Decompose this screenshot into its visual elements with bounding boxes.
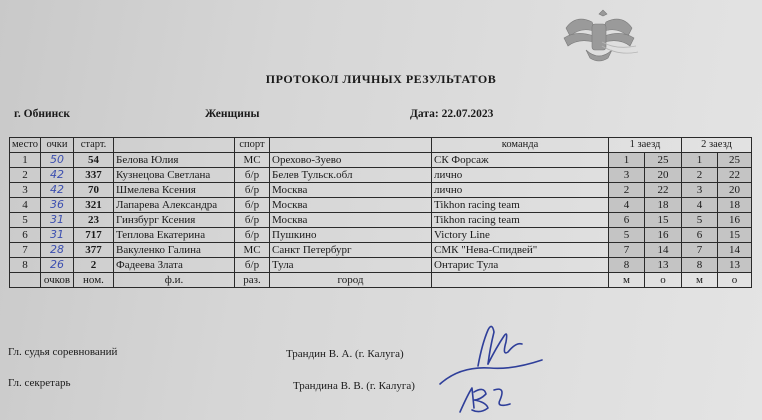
signature-icon xyxy=(430,308,550,418)
results-table xyxy=(9,137,752,288)
row-heat2-points: 13 xyxy=(718,258,752,273)
row-start: 70 xyxy=(74,183,114,198)
row-city: Тула xyxy=(270,258,432,273)
row-rank: МС xyxy=(235,243,270,258)
row-team: СМК "Нева-Спидвей" xyxy=(432,243,609,258)
row-rank: б/р xyxy=(235,168,270,183)
row-name: Шмелева Ксения xyxy=(114,183,235,198)
row-place: 7 xyxy=(10,243,41,258)
footer-o1: о xyxy=(645,273,682,288)
row-heat2-points: 18 xyxy=(718,198,752,213)
judge-name: Трандин В. А. (г. Калуга) xyxy=(286,348,404,360)
row-name: Гинзбург Ксения xyxy=(114,213,235,228)
row-name: Теплова Екатерина xyxy=(114,228,235,243)
row-heat1-place: 3 xyxy=(609,168,645,183)
row-heat2-place: 2 xyxy=(682,168,718,183)
row-city: Белев Тульск.обл xyxy=(270,168,432,183)
row-heat1-points: 15 xyxy=(645,213,682,228)
header-sport: спорт xyxy=(235,138,270,153)
table-row xyxy=(10,213,752,228)
row-team: Tikhon racing team xyxy=(432,213,609,228)
row-place: 5 xyxy=(10,213,41,228)
row-points: 26 xyxy=(41,258,74,273)
row-city: Пушкино xyxy=(270,228,432,243)
row-rank: б/р xyxy=(235,258,270,273)
row-place: 4 xyxy=(10,198,41,213)
row-team: лично xyxy=(432,168,609,183)
row-name: Фадеева Злата xyxy=(114,258,235,273)
row-start: 717 xyxy=(74,228,114,243)
row-city: Санкт Петербург xyxy=(270,243,432,258)
row-heat1-points: 18 xyxy=(645,198,682,213)
row-heat1-points: 22 xyxy=(645,183,682,198)
row-name: Кузнецова Светлана xyxy=(114,168,235,183)
row-name: Вакуленко Галина xyxy=(114,243,235,258)
header-city-blank xyxy=(270,138,432,153)
row-team: Victory Line xyxy=(432,228,609,243)
row-start: 321 xyxy=(74,198,114,213)
row-name: Лапарева Александра xyxy=(114,198,235,213)
row-points: 28 xyxy=(41,243,74,258)
row-heat1-place: 7 xyxy=(609,243,645,258)
row-rank: б/р xyxy=(235,228,270,243)
secretary-role: Гл. секретарь xyxy=(8,377,71,389)
row-rank: б/р xyxy=(235,183,270,198)
row-heat1-place: 5 xyxy=(609,228,645,243)
row-team: Онтарис Тула xyxy=(432,258,609,273)
row-start: 54 xyxy=(74,153,114,168)
row-heat2-place: 4 xyxy=(682,198,718,213)
row-heat1-place: 2 xyxy=(609,183,645,198)
header-place: место xyxy=(10,138,41,153)
row-rank: б/р xyxy=(235,198,270,213)
footer-points: очков xyxy=(41,273,74,288)
row-points: 36 xyxy=(41,198,74,213)
document-title: ПРОТОКОЛ ЛИЧНЫХ РЕЗУЛЬТАТОВ xyxy=(265,72,497,86)
row-heat2-place: 1 xyxy=(682,153,718,168)
table-header-row xyxy=(10,138,752,153)
row-heat1-points: 20 xyxy=(645,168,682,183)
header-points: очки xyxy=(41,138,74,153)
header-heat2: 2 заезд xyxy=(682,138,752,153)
row-heat1-points: 14 xyxy=(645,243,682,258)
row-rank: МС xyxy=(235,153,270,168)
row-place: 3 xyxy=(10,183,41,198)
header-start: старт. xyxy=(74,138,114,153)
header-name-blank xyxy=(114,138,235,153)
row-heat1-points: 16 xyxy=(645,228,682,243)
footer-o2: о xyxy=(718,273,752,288)
footer-number: ном. xyxy=(74,273,114,288)
row-city: Москва xyxy=(270,183,432,198)
row-name: Белова Юлия xyxy=(114,153,235,168)
table-row xyxy=(10,153,752,168)
row-points: 42 xyxy=(41,183,74,198)
row-heat2-place: 5 xyxy=(682,213,718,228)
row-heat1-place: 4 xyxy=(609,198,645,213)
row-heat1-place: 6 xyxy=(609,213,645,228)
row-place: 2 xyxy=(10,168,41,183)
row-place: 1 xyxy=(10,153,41,168)
footer-m1: м xyxy=(609,273,645,288)
table-row xyxy=(10,258,752,273)
row-place: 6 xyxy=(10,228,41,243)
row-start: 337 xyxy=(74,168,114,183)
row-heat1-points: 25 xyxy=(645,153,682,168)
row-start: 23 xyxy=(74,213,114,228)
row-heat2-points: 14 xyxy=(718,243,752,258)
row-team: Tikhon racing team xyxy=(432,198,609,213)
row-heat2-points: 20 xyxy=(718,183,752,198)
row-points: 31 xyxy=(41,228,74,243)
city-label: г. Обнинск xyxy=(14,108,70,120)
row-heat1-points: 13 xyxy=(645,258,682,273)
date-label: Дата: 22.07.2023 xyxy=(410,108,494,120)
footer-blank xyxy=(10,273,41,288)
table-footer-row xyxy=(10,273,752,288)
table-row xyxy=(10,168,752,183)
table-row xyxy=(10,243,752,258)
row-heat2-points: 16 xyxy=(718,213,752,228)
row-heat2-place: 8 xyxy=(682,258,718,273)
category-label: Женщины xyxy=(205,108,260,120)
table-row xyxy=(10,228,752,243)
row-start: 377 xyxy=(74,243,114,258)
table-row xyxy=(10,198,752,213)
row-place: 8 xyxy=(10,258,41,273)
judge-role: Гл. судья соревнований xyxy=(8,346,118,358)
row-points: 50 xyxy=(41,153,74,168)
row-heat2-points: 22 xyxy=(718,168,752,183)
footer-m2: м xyxy=(682,273,718,288)
row-heat1-place: 1 xyxy=(609,153,645,168)
row-points: 31 xyxy=(41,213,74,228)
row-heat2-place: 6 xyxy=(682,228,718,243)
row-heat2-place: 3 xyxy=(682,183,718,198)
row-heat2-points: 15 xyxy=(718,228,752,243)
footer-team-blank xyxy=(432,273,609,288)
row-city: Москва xyxy=(270,213,432,228)
table-row xyxy=(10,183,752,198)
row-heat1-place: 8 xyxy=(609,258,645,273)
row-team: лично xyxy=(432,183,609,198)
row-start: 2 xyxy=(74,258,114,273)
row-team: СК Форсаж xyxy=(432,153,609,168)
row-heat2-place: 7 xyxy=(682,243,718,258)
footer-city: город xyxy=(270,273,432,288)
footer-rank: раз. xyxy=(235,273,270,288)
row-city: Москва xyxy=(270,198,432,213)
header-team: команда xyxy=(432,138,609,153)
footer-name: ф.и. xyxy=(114,273,235,288)
row-rank: б/р xyxy=(235,213,270,228)
emblem-icon xyxy=(556,6,642,66)
row-city: Орехово-Зуево xyxy=(270,153,432,168)
row-points: 42 xyxy=(41,168,74,183)
secretary-name: Трандина В. В. (г. Калуга) xyxy=(293,380,415,392)
row-heat2-points: 25 xyxy=(718,153,752,168)
header-heat1: 1 заезд xyxy=(609,138,682,153)
